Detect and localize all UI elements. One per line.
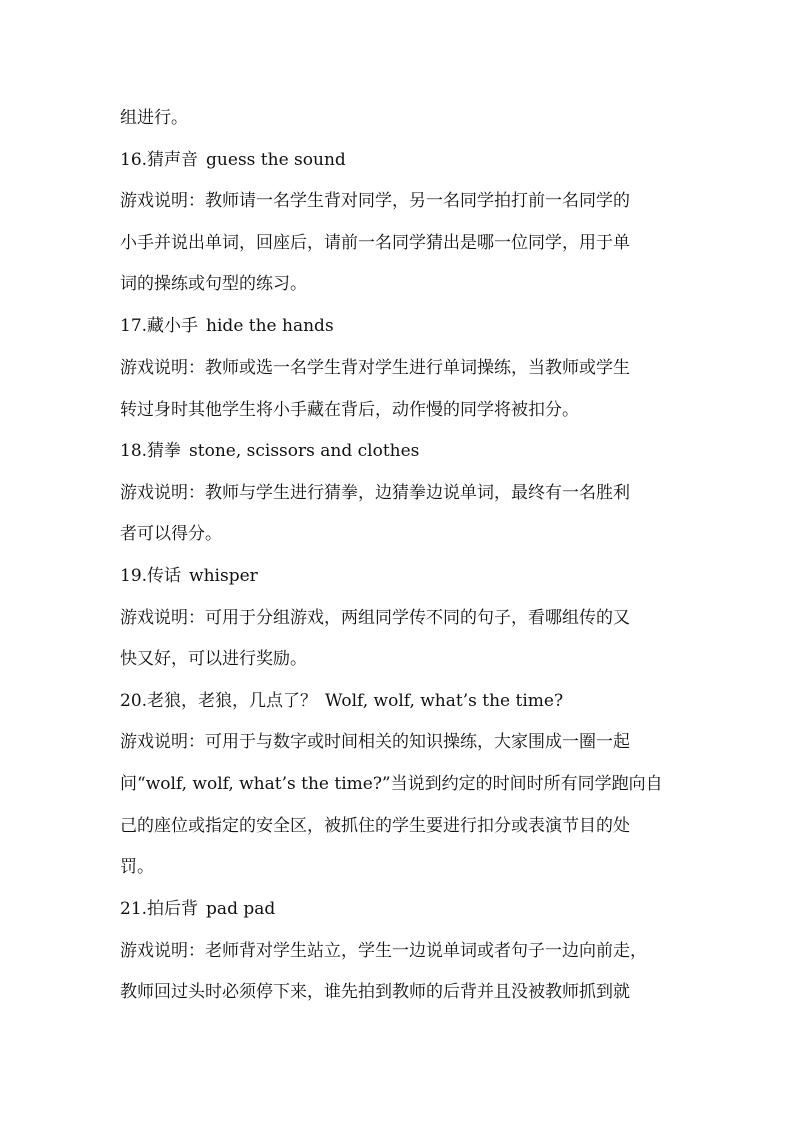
heading-english: whisper	[189, 566, 258, 586]
text-span: 组进行。	[120, 108, 188, 128]
paragraph-line	[120, 939, 680, 963]
text-span: 转过身时其他学生将小手藏在背后，动作慢的同学将被扣分。	[120, 400, 579, 420]
paragraph-line	[120, 356, 680, 380]
text-span: 罚。	[120, 857, 154, 877]
text-span: 己的座位或指定的安全区，被抓住的学生要进行扣分或表演节目的处	[120, 816, 630, 836]
text-span: 者可以得分。	[120, 524, 222, 544]
heading-chinese: 猜声音	[147, 150, 199, 170]
heading-english: pad pad	[206, 899, 276, 919]
paragraph-line	[120, 772, 680, 796]
section-heading-20	[120, 689, 680, 713]
section-heading-16	[120, 148, 680, 172]
heading-chinese: 老狼，老狼，几点了？	[147, 691, 318, 711]
paragraph-line	[120, 855, 680, 879]
heading-number: 19.	[120, 566, 148, 586]
heading-chinese: 藏小手	[147, 316, 199, 336]
heading-chinese: 传话	[147, 566, 182, 586]
paragraph-line	[120, 231, 680, 255]
heading-english: stone, scissors and clothes	[189, 441, 420, 461]
text-span: 游戏说明：教师与学生进行猜拳，边猜拳边说单词，最终有一名胜利	[120, 483, 630, 503]
heading-number: 16.	[120, 150, 148, 170]
text-span: 词的操练或句型的练习。	[120, 274, 307, 294]
heading-number: 18.	[120, 441, 148, 461]
heading-chinese: 猜拳	[147, 441, 182, 461]
paragraph-line	[120, 730, 680, 754]
heading-number: 20.	[120, 691, 148, 711]
heading-english: hide the hands	[206, 316, 334, 336]
paragraph-line	[120, 980, 680, 1004]
paragraph-line	[120, 189, 680, 213]
paragraph-line	[120, 647, 680, 671]
heading-english: guess the sound	[206, 150, 346, 170]
text-span: 游戏说明：教师或选一名学生背对学生进行单词操练，当教师或学生	[120, 358, 630, 378]
paragraph-line	[120, 522, 680, 546]
paragraph-line	[120, 606, 680, 630]
paragraph-line	[120, 398, 680, 422]
text-span: 游戏说明：可用于与数字或时间相关的知识操练，大家围成一圈一起	[120, 732, 630, 752]
section-heading-17	[120, 314, 680, 338]
paragraph-line	[120, 272, 680, 296]
text-span: 快又好，可以进行奖励。	[120, 649, 307, 669]
section-heading-21	[120, 897, 680, 921]
heading-number: 21.	[120, 899, 148, 919]
section-heading-18	[120, 439, 680, 463]
text-span: 游戏说明：教师请一名学生背对同学，另一名同学拍打前一名同学的	[120, 191, 630, 211]
text-span: 游戏说明：可用于分组游戏，两组同学传不同的句子，看哪组传的又	[120, 608, 630, 628]
paragraph-line	[120, 814, 680, 838]
paragraph-line	[120, 106, 680, 130]
heading-english: Wolf, wolf, what’s the time?	[325, 691, 564, 711]
text-span: 问“wolf, wolf, what’s the time?”当说到约定的时间时所有同学跑向自	[120, 774, 663, 794]
text-span: 游戏说明：老师背对学生站立，学生一边说单词或者句子一边向前走，	[120, 941, 647, 961]
section-heading-19	[120, 564, 680, 588]
heading-chinese: 拍后背	[147, 899, 199, 919]
text-span: 小手并说出单词，回座后，请前一名同学猜出是哪一位同学，用于单	[120, 233, 630, 253]
heading-number: 17.	[120, 316, 148, 336]
text-span: 教师回过头时必须停下来，谁先拍到教师的后背并且没被教师抓到就	[120, 982, 630, 1002]
paragraph-line	[120, 481, 680, 505]
